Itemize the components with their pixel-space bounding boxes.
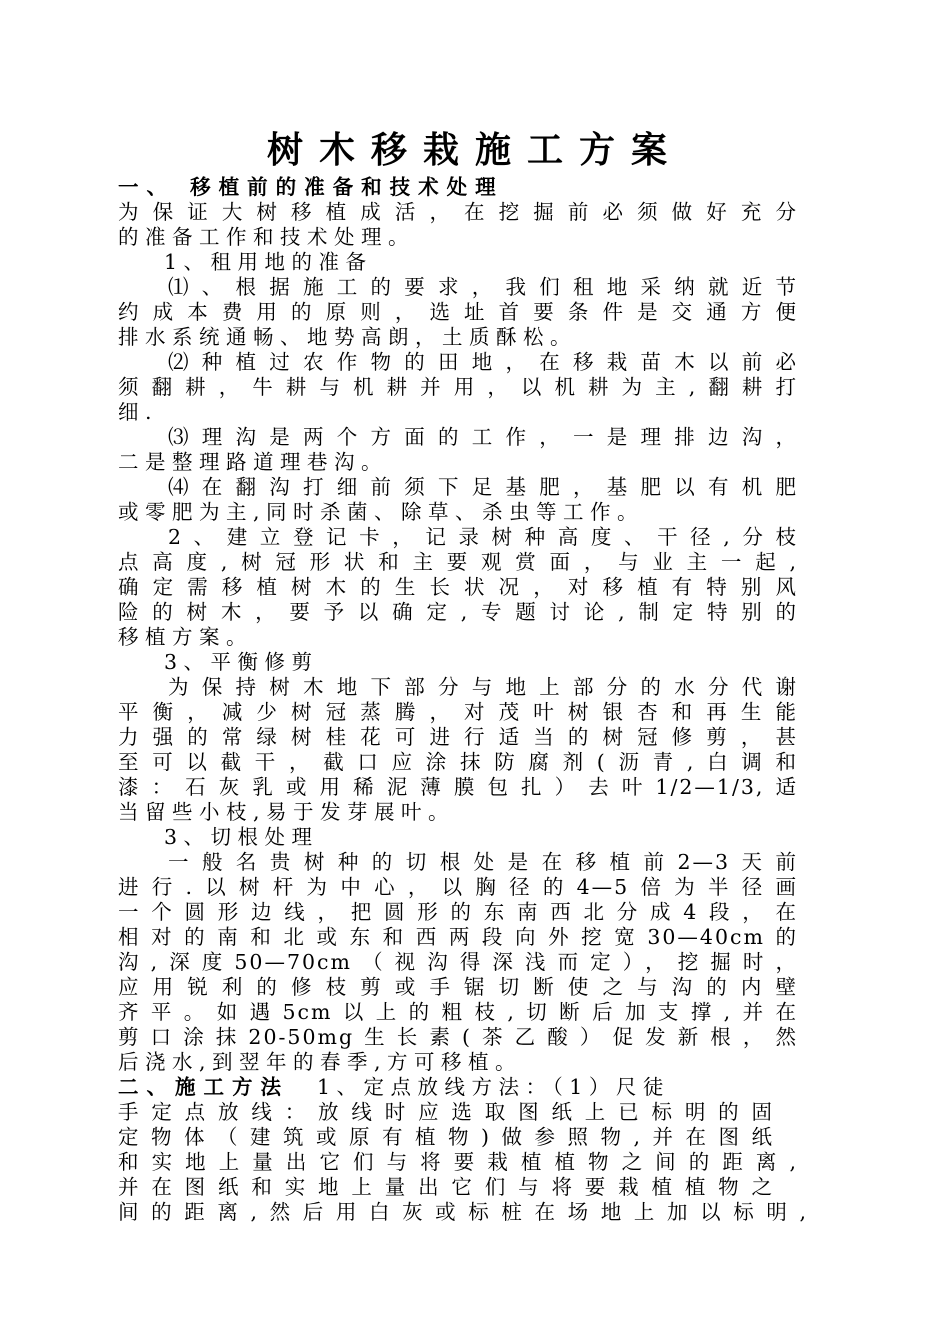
paragraph-line: 为保证大树移植成活，在挖掘前必须做好充分 [118,200,798,224]
section-heading-1: 一、 移植前的准备和技术处理 [118,175,504,199]
paragraph-line: 移植方案。 [118,625,253,649]
paragraph-line: 约成本费用的原则，选址首要条件是交通方便 [118,300,798,324]
paragraph-line: 确定需移植树木的生长状况，对移植有特别风 [118,575,798,599]
paragraph-line: 进行.以树杆为中心，以胸径的4—5倍为半径画 [118,875,798,899]
paragraph-line: 应用锐利的修枝剪或手锯切断使之与沟的内壁 [118,975,798,999]
paragraph-line: 一个圆形边线，把圆形的东南西北分成4段，在 [118,900,798,924]
paragraph-line: 后浇水,到翌年的春季,方可移植。 [118,1050,523,1074]
section-line-2 [118,1075,670,1100]
subheading-line: 3、平衡修剪 [164,650,319,674]
paragraph-line: 间的距离,然后用白灰或标桩在场地上加以标明, [118,1200,808,1224]
paragraph-line: 漆：石灰乳或用稀泥薄膜包扎）去叶1/2—1/3,适 [118,775,798,799]
document-title: 树木移栽施工方案 [266,129,683,171]
paragraph-line: 平衡，减少树冠蒸腾，对茂叶树银杏和再生能 [118,700,798,724]
paragraph-line: 齐平。如遇5cm以上的粗枝,切断后加支撑,并在 [118,1000,798,1024]
paragraph-line: 的准备工作和技术处理。 [118,225,415,249]
paragraph-line: ⑶理沟是两个方面的工作，一是理排边沟， [168,425,798,449]
paragraph-line: 或零肥为主,同时杀菌、除草、杀虫等工作。 [118,500,645,524]
paragraph-line: 手定点放线：放线时应选取图纸上已标明的固 [118,1100,774,1124]
subheading-line: 3、切根处理 [164,825,319,849]
paragraph-line: 定物体（建筑或原有植物)做参照物,并在图纸 [118,1125,774,1149]
paragraph-line: 为保持树木地下部分与地上部分的水分代谢 [168,675,798,699]
paragraph-line: 1、定点放线方法：（1）尺徒 [317,1075,670,1099]
paragraph-line: 相对的南和北或东和西两段向外挖宽30—40cm的 [118,925,798,949]
paragraph-line: 并在图纸和实地上量出它们与将要栽植植物之 [118,1175,774,1199]
paragraph-line: 2、建立登记卡，记录树种高度、干径,分枝 [168,525,798,549]
paragraph-line: ⑵种植过农作物的田地，在移栽苗木以前必 [168,350,798,374]
paragraph-line: 须翻耕，牛耕与机耕并用，以机耕为主,翻耕打 [118,375,798,399]
paragraph-line: 当留些小枝,易于发芽展叶。 [118,800,456,824]
paragraph-line: 一般名贵树种的切根处是在移植前2—3天前 [168,850,798,874]
paragraph-line: 剪口涂抹20-50mg生长素(茶乙酸）促发新根，然 [118,1025,798,1049]
paragraph-line: 和实地上量出它们与将要栽植植物之间的距离, [118,1150,798,1174]
paragraph-line: 二是整理路道理巷沟。 [118,450,388,474]
paragraph-line: 细. [118,400,159,424]
paragraph-line: ⑷在翻沟打细前须下足基肥，基肥以有机肥 [168,475,798,499]
paragraph-line: 至可以截干，截口应涂抹防腐剂(沥青,白调和 [118,750,798,774]
paragraph-line: 力强的常绿树桂花可进行适当的树冠修剪，甚 [118,725,798,749]
paragraph-line: 点高度,树冠形状和主要观赏面，与业主一起, [118,550,798,574]
paragraph-line: ⑴、根据施工的要求，我们租地采纳就近节 [168,275,798,299]
paragraph-line: 险的树木，要予以确定,专题讨论,制定特别的 [118,600,798,624]
subheading-line: 1、租用地的准备 [164,250,373,274]
section-heading-2: 二、施工方法 [118,1075,289,1099]
paragraph-line: 排水系统通畅、地势高朗，土质酥松。 [118,325,577,349]
paragraph-line: 沟,深度50—70cm（视沟得深浅而定），挖掘时， [118,950,798,974]
